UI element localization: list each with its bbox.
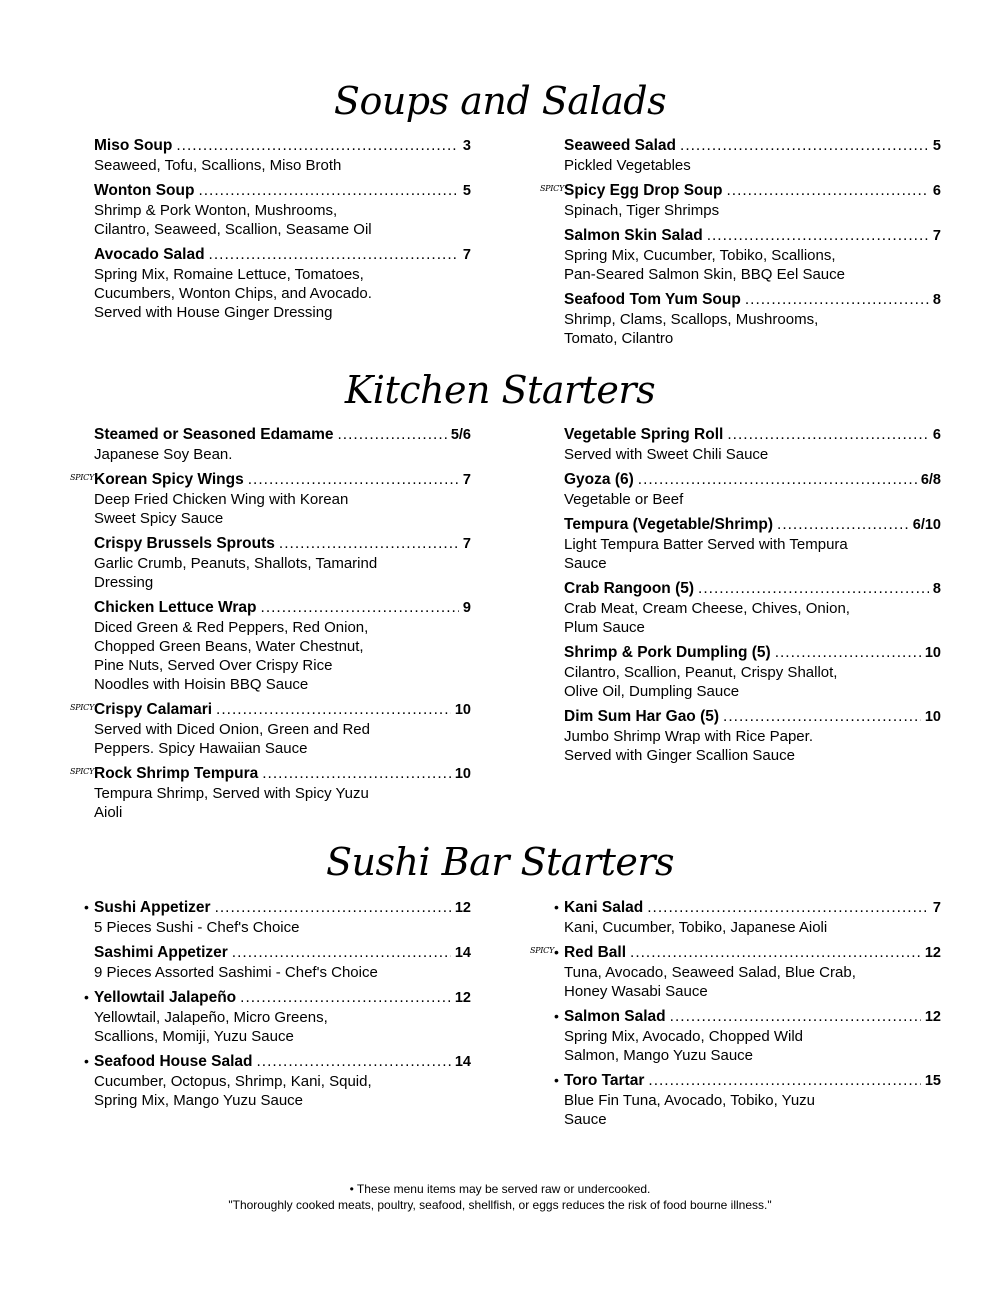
menu-item-price: 5	[462, 183, 471, 199]
menu-item-header	[564, 290, 941, 310]
description-line: Aioli	[94, 804, 123, 821]
menu-item-name: Crispy Calamari	[94, 701, 213, 718]
menu-item	[564, 425, 941, 464]
dot-leader	[240, 988, 451, 1007]
dot-leader	[176, 136, 459, 155]
menu-item	[94, 598, 471, 694]
menu-item-name: Steamed or Seasoned Edamame	[94, 426, 334, 443]
menu-item-header	[94, 1052, 471, 1072]
dot-leader	[198, 181, 458, 200]
menu-item-header	[94, 598, 471, 618]
menu-item-description	[94, 265, 471, 322]
menu-item-name: Korean Spicy Wings	[94, 471, 244, 488]
menu-item	[70, 470, 471, 528]
menu-item-header	[564, 181, 941, 201]
menu-item-name: Spicy Egg Drop Soup	[564, 182, 723, 199]
description-line: Plum Sauce	[564, 619, 645, 636]
menu-item-description	[94, 554, 471, 592]
raw-bullet-icon: •	[554, 899, 559, 915]
menu-item-price: 5	[932, 138, 941, 154]
menu-item	[540, 181, 941, 220]
menu-item-name: Toro Tartar	[564, 1072, 645, 1089]
menu-item	[554, 1071, 941, 1129]
dot-leader	[232, 943, 451, 962]
dot-leader	[707, 226, 929, 245]
menu-item-description	[94, 720, 471, 758]
menu-item	[94, 943, 471, 982]
description-line: Spring Mix, Mango Yuzu Sauce	[94, 1092, 304, 1109]
description-line: Pan-Seared Salmon Skin, BBQ Eel Sauce	[564, 266, 845, 283]
description-line: Shrimp & Pork Wonton, Mushrooms,	[94, 202, 338, 219]
menu-item-header	[564, 515, 941, 535]
dot-leader	[256, 1052, 450, 1071]
menu-item-price: 7	[462, 472, 471, 488]
description-line: Served with Sweet Chili Sauce	[564, 446, 769, 463]
menu-item-price: 6/8	[920, 472, 941, 488]
description-line: Seaweed, Tofu, Scallions, Miso Broth	[94, 157, 342, 174]
menu-item-header	[94, 470, 471, 490]
description-line: Blue Fin Tuna, Avocado, Tobiko, Yuzu	[564, 1092, 816, 1109]
menu-item	[564, 515, 941, 573]
spicy-label-icon: SPICY	[70, 473, 94, 482]
dot-leader	[215, 898, 451, 917]
raw-bullet-icon: •	[84, 899, 89, 915]
menu-item-description	[564, 246, 941, 284]
description-line: Spring Mix, Avocado, Chopped Wild	[564, 1028, 804, 1045]
menu-item-name: Kani Salad	[564, 899, 644, 916]
menu-item	[94, 245, 471, 322]
description-line: Tempura Shrimp, Served with Spicy Yuzu	[94, 785, 369, 802]
description-line: Served with Ginger Scallion Sauce	[564, 747, 795, 764]
menu-item	[94, 181, 471, 239]
menu-item-price: 12	[924, 945, 941, 961]
footer-line2: "Thoroughly cooked meats, poultry, seafood, shellfish, or eggs reduces the risk of food bourne illness."	[228, 1198, 772, 1212]
menu-item-price: 7	[462, 536, 471, 552]
menu-item-name: Seaweed Salad	[564, 137, 677, 154]
description-line: Dressing	[94, 574, 154, 591]
menu-item	[84, 1052, 471, 1110]
menu-item-description	[94, 784, 471, 822]
dot-leader	[279, 534, 459, 553]
menu-item-description	[94, 156, 471, 175]
description-line: Sauce	[564, 555, 607, 572]
menu-item	[84, 898, 471, 937]
menu-item	[70, 700, 471, 758]
menu-item-name: Tempura (Vegetable/Shrimp)	[564, 516, 774, 533]
menu-item-description	[564, 1091, 941, 1129]
dot-leader	[670, 1007, 921, 1026]
menu-item-header	[94, 534, 471, 554]
section-title-kitchen-starters: Kitchen Starters	[344, 368, 656, 412]
kitchen-left-column	[70, 425, 471, 828]
soups-right-column	[540, 136, 941, 354]
dot-leader	[261, 598, 459, 617]
raw-bullet-icon: •	[84, 989, 89, 1005]
menu-item	[94, 425, 471, 464]
dot-leader	[216, 700, 451, 719]
menu-item-name: Shrimp & Pork Dumpling (5)	[564, 644, 771, 661]
menu-item-header	[564, 425, 941, 445]
menu-item-name: Seafood Tom Yum Soup	[564, 291, 741, 308]
menu-item-description	[564, 156, 941, 175]
menu-item-name: Salmon Skin Salad	[564, 227, 703, 244]
menu-item	[564, 579, 941, 637]
menu-item-price: 12	[454, 900, 471, 916]
menu-item-name: Miso Soup	[94, 137, 173, 154]
menu-item-price: 14	[454, 1054, 471, 1070]
menu-item-header	[564, 643, 941, 663]
dot-leader	[680, 136, 929, 155]
dot-leader	[723, 707, 921, 726]
menu-item-description	[94, 445, 471, 464]
menu-item-description	[564, 535, 941, 573]
description-line: Spring Mix, Romaine Lettuce, Tomatoes,	[94, 266, 364, 283]
description-line: Tuna, Avocado, Seaweed Salad, Blue Crab,	[564, 964, 856, 981]
menu-item-price: 10	[924, 645, 941, 661]
description-line: Cucumber, Octopus, Shrimp, Kani, Squid,	[94, 1073, 372, 1090]
menu-item-header	[564, 226, 941, 246]
menu-item-price: 12	[924, 1009, 941, 1025]
menu-item	[554, 898, 941, 937]
description-line: Pickled Vegetables	[564, 157, 691, 174]
menu-item-header	[94, 181, 471, 201]
menu-item-name: Wonton Soup	[94, 182, 195, 199]
description-line: Noodles with Hoisin BBQ Sauce	[94, 676, 309, 693]
dot-leader	[727, 425, 929, 444]
footer-disclaimer	[0, 1181, 1000, 1213]
menu-item-header	[94, 764, 471, 784]
raw-bullet-icon: •	[554, 1072, 559, 1088]
menu-item-name: Red Ball	[564, 944, 627, 961]
menu-item-name: Vegetable Spring Roll	[564, 426, 724, 443]
menu-item-name: Gyoza (6)	[564, 471, 634, 488]
menu-item-header	[564, 1007, 941, 1027]
dot-leader	[647, 898, 929, 917]
menu-item-name: Avocado Salad	[94, 246, 205, 263]
menu-item-price: 3	[462, 138, 471, 154]
sushi-right-column	[530, 898, 941, 1135]
menu-item-description	[564, 727, 941, 765]
description-line: Vegetable or Beef	[564, 491, 684, 508]
description-line: Cucumbers, Wonton Chips, and Avocado.	[94, 285, 372, 302]
menu-item-name: Chicken Lettuce Wrap	[94, 599, 257, 616]
dot-leader	[630, 943, 921, 962]
spicy-label-icon: SPICY	[540, 184, 564, 193]
menu-item-price: 7	[462, 247, 471, 263]
spicy-label-icon: SPICY	[530, 946, 554, 955]
dot-leader	[209, 245, 459, 264]
dot-leader	[698, 579, 929, 598]
footer-line-raw-notice	[0, 1181, 1000, 1197]
description-line: Spring Mix, Cucumber, Tobiko, Scallions,	[564, 247, 836, 264]
menu-item-description	[94, 963, 471, 982]
menu-item-description	[564, 490, 941, 509]
description-line: Garlic Crumb, Peanuts, Shallots, Tamarind	[94, 555, 378, 572]
description-line: Peppers. Spicy Hawaiian Sauce	[94, 740, 308, 757]
menu-item-name: Seafood House Salad	[94, 1053, 253, 1070]
menu-item-header	[564, 898, 941, 918]
menu-item-description	[94, 618, 471, 694]
description-line: Honey Wasabi Sauce	[564, 983, 708, 1000]
menu-item-price: 6	[932, 427, 941, 443]
menu-item	[554, 1007, 941, 1065]
menu-item-description	[94, 201, 471, 239]
raw-bullet-icon: •	[554, 1008, 559, 1024]
menu-item-price: 6	[932, 183, 941, 199]
menu-item-header	[564, 136, 941, 156]
menu-item-header	[564, 579, 941, 599]
menu-item-description	[564, 201, 941, 220]
menu-item-price: 7	[932, 900, 941, 916]
menu-item-price: 6/10	[912, 517, 941, 533]
menu-item-price: 7	[932, 228, 941, 244]
menu-item-header	[94, 988, 471, 1008]
menu-item-description	[564, 963, 941, 1001]
section-title-sushi-bar-starters: Sushi Bar Starters	[325, 840, 675, 884]
footer-line1: These menu items may be served raw or undercooked.	[356, 1182, 651, 1196]
dot-leader	[338, 425, 447, 444]
menu-item-header	[564, 943, 941, 963]
menu-item	[564, 290, 941, 348]
soups-left-column	[94, 136, 471, 328]
menu-item-price: 14	[454, 945, 471, 961]
description-line: Cilantro, Seaweed, Scallion, Seasame Oil	[94, 221, 372, 238]
menu-item-header	[564, 470, 941, 490]
menu-item-description	[564, 663, 941, 701]
menu-item-name: Salmon Salad	[564, 1008, 666, 1025]
description-line: Tomato, Cilantro	[564, 330, 674, 347]
dot-leader	[777, 515, 909, 534]
menu-item	[564, 707, 941, 765]
menu-item-name: Yellowtail Jalapeño	[94, 989, 237, 1006]
menu-item	[564, 136, 941, 175]
menu-item	[70, 764, 471, 822]
menu-item-price: 5/6	[450, 427, 471, 443]
kitchen-right-column	[564, 425, 941, 771]
menu-item-description	[564, 599, 941, 637]
description-line: Light Tempura Batter Served with Tempura	[564, 536, 848, 553]
description-line: Chopped Green Beans, Water Chestnut,	[94, 638, 364, 655]
menu-item	[564, 470, 941, 509]
menu-item-header	[94, 700, 471, 720]
description-line: Sauce	[564, 1111, 607, 1128]
menu-item-name: Crispy Brussels Sprouts	[94, 535, 275, 552]
menu-item-price: 10	[454, 702, 471, 718]
menu-item-header	[94, 136, 471, 156]
description-line: Served with Diced Onion, Green and Red	[94, 721, 370, 738]
description-line: Deep Fried Chicken Wing with Korean	[94, 491, 349, 508]
menu-item-price: 10	[924, 709, 941, 725]
description-line: 9 Pieces Assorted Sashimi - Chef's Choice	[94, 964, 378, 981]
description-line: Crab Meat, Cream Cheese, Chives, Onion,	[564, 600, 850, 617]
raw-bullet-icon: •	[349, 1182, 354, 1196]
menu-item-name: Crab Rangoon (5)	[564, 580, 695, 597]
description-line: Salmon, Mango Yuzu Sauce	[564, 1047, 754, 1064]
menu-item-description	[564, 918, 941, 937]
menu-item-header	[94, 245, 471, 265]
menu-item-header	[94, 425, 471, 445]
dot-leader	[648, 1071, 920, 1090]
menu-item-price: 15	[924, 1073, 941, 1089]
menu-item-description	[94, 1072, 471, 1110]
description-line: Sweet Spicy Sauce	[94, 510, 224, 527]
menu-item-header	[94, 943, 471, 963]
description-line: Diced Green & Red Peppers, Red Onion,	[94, 619, 369, 636]
description-line: 5 Pieces Sushi - Chef's Choice	[94, 919, 300, 936]
menu-item-header	[94, 898, 471, 918]
menu-item-price: 12	[454, 990, 471, 1006]
menu-item-price: 8	[932, 581, 941, 597]
description-line: Kani, Cucumber, Tobiko, Japanese Aioli	[564, 919, 828, 936]
spicy-label-icon: SPICY	[70, 703, 94, 712]
menu-item-price: 8	[932, 292, 941, 308]
menu-item	[94, 136, 471, 175]
dot-leader	[745, 290, 929, 309]
menu-item	[530, 943, 941, 1001]
dot-leader	[262, 764, 451, 783]
dot-leader	[638, 470, 917, 489]
description-line: Shrimp, Clams, Scallops, Mushrooms,	[564, 311, 819, 328]
description-line: Scallions, Momiji, Yuzu Sauce	[94, 1028, 294, 1045]
description-line: Spinach, Tiger Shrimps	[564, 202, 720, 219]
menu-item-description	[564, 1027, 941, 1065]
menu-item	[84, 988, 471, 1046]
description-line: Japanese Soy Bean.	[94, 446, 233, 463]
menu-item-name: Dim Sum Har Gao (5)	[564, 708, 720, 725]
spicy-label-icon: SPICY	[70, 767, 94, 776]
menu-item-name: Sashimi Appetizer	[94, 944, 228, 961]
section-title-soups-salads: Soups and Salads	[333, 79, 667, 123]
raw-bullet-icon: •	[84, 1053, 89, 1069]
menu-item	[94, 534, 471, 592]
menu-item-name: Rock Shrimp Tempura	[94, 765, 259, 782]
raw-bullet-icon: •	[554, 944, 559, 960]
description-line: Pine Nuts, Served Over Crispy Rice	[94, 657, 333, 674]
menu-item	[564, 643, 941, 701]
menu-item-price: 9	[462, 600, 471, 616]
menu-item-description	[94, 1008, 471, 1046]
dot-leader	[726, 181, 928, 200]
description-line: Yellowtail, Jalapeño, Micro Greens,	[94, 1009, 328, 1026]
menu-item-header	[564, 1071, 941, 1091]
menu-item-description	[94, 490, 471, 528]
description-line: Jumbo Shrimp Wrap with Rice Paper.	[564, 728, 813, 745]
dot-leader	[248, 470, 459, 489]
sushi-left-column	[84, 898, 471, 1116]
description-line: Cilantro, Scallion, Peanut, Crispy Shallot,	[564, 664, 838, 681]
description-line: Olive Oil, Dumpling Sauce	[564, 683, 740, 700]
menu-item	[564, 226, 941, 284]
menu-item-header	[564, 707, 941, 727]
menu-item-price: 10	[454, 766, 471, 782]
menu-item-description	[564, 445, 941, 464]
description-line: Served with House Ginger Dressing	[94, 304, 333, 321]
dot-leader	[775, 643, 921, 662]
menu-item-description	[94, 918, 471, 937]
menu-item-name: Sushi Appetizer	[94, 899, 211, 916]
menu-item-description	[564, 310, 941, 348]
